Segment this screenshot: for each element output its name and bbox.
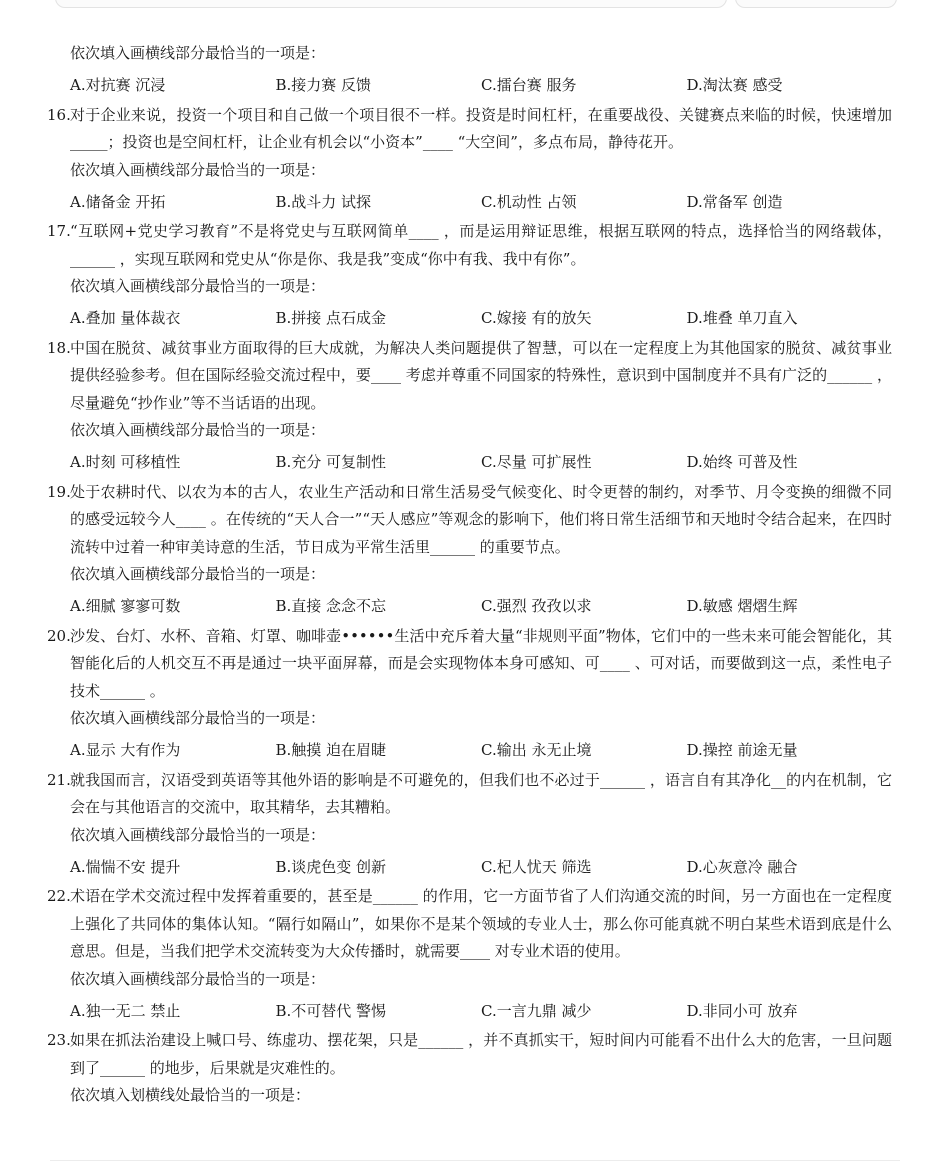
bottom-divider <box>50 1160 900 1161</box>
option-c[interactable]: C.机动性 占领 <box>481 192 577 211</box>
question-instruction: 依次填入画横线部分最恰当的一项是： <box>70 160 326 179</box>
option-d[interactable]: D.敏感 熠熠生辉 <box>686 597 798 615</box>
option-b[interactable]: B.直接 念念不忘 <box>275 597 387 615</box>
question-number: 20. <box>47 626 71 645</box>
question-number: 17. <box>47 222 71 240</box>
header-left-tab <box>55 0 727 8</box>
options-row <box>47 733 892 767</box>
options-row <box>47 589 892 623</box>
question-number: 21. <box>47 770 71 789</box>
option-c[interactable]: C.擂台赛 服务 <box>481 76 577 94</box>
question-21 <box>47 767 892 884</box>
question-stem: 处于农耕时代、以农为本的古人，农业生产活动和日常生活易受气候变化、时令更替的制约，对季节、月令变换的细微不同的感受远较今人____ 。在传统的“天人合一”“天人感应”等观念的影响下，他们将日常生活细节和天地时令结合起来，在四时流转中过着一种审美诗意的生活，节日成为平常生活里______ 的重要节点。 <box>70 482 892 556</box>
question-16 <box>47 102 892 219</box>
question-number: 16. <box>47 105 71 124</box>
option-c[interactable]: C.嫁接 有的放矢 <box>481 309 592 327</box>
question-number: 23. <box>47 1031 71 1049</box>
option-d[interactable]: D.堆叠 单刀直入 <box>686 309 798 327</box>
options-row <box>47 993 892 1027</box>
option-a[interactable]: A.独一无二 禁止 <box>70 1001 181 1020</box>
options-row <box>47 184 892 218</box>
option-a[interactable]: A.惴惴不安 提升 <box>70 857 181 876</box>
question-instruction: 依次填入画横线部分最恰当的一项是： <box>70 421 326 439</box>
option-a[interactable]: A.叠加 量体裁衣 <box>70 309 181 327</box>
options-row <box>47 301 892 335</box>
option-a[interactable]: A.储备金 开拓 <box>70 192 166 211</box>
option-b[interactable]: B.谈虎色变 创新 <box>275 857 387 876</box>
option-c[interactable]: C.尽量 可扩展性 <box>481 453 592 471</box>
option-b[interactable]: B.拼接 点石成金 <box>275 309 387 327</box>
option-b[interactable]: B.不可替代 警惕 <box>275 1001 387 1020</box>
question-stem: 中国在脱贫、减贫事业方面取得的巨大成就，为解决人类问题提供了智慧，可以在一定程度上为其他国家的脱贫、减贫事业提供经验参考。但在国际经验交流过程中，要____ 考虑并尊重不同国家的特殊性，意识到中国制度并不具有广泛的______ ，尽量避免“抄作业”等不当话语的出现。 <box>70 338 892 412</box>
option-c[interactable]: C.一言九鼎 减少 <box>481 1001 592 1020</box>
option-a[interactable]: A.时刻 可移植性 <box>70 453 181 471</box>
question-instruction: 依次填入画横线部分最恰当的一项是： <box>70 969 326 988</box>
question-15-tail <box>47 40 892 102</box>
question-instruction: 依次填入画横线部分最恰当的一项是： <box>70 709 326 727</box>
question-17 <box>47 218 892 335</box>
option-d[interactable]: D.淘汰赛 感受 <box>686 76 783 94</box>
option-a[interactable]: A.对抗赛 沉浸 <box>70 76 166 94</box>
options-row <box>47 445 892 479</box>
question-instruction: 依次填入画横线部分最恰当的一项是： <box>70 565 326 583</box>
option-c[interactable]: C.输出 永无止境 <box>481 741 592 759</box>
top-header-strip <box>0 0 950 10</box>
option-b[interactable]: B.接力赛 反馈 <box>275 76 372 94</box>
question-18 <box>47 335 892 479</box>
question-instruction: 依次填入画横线部分最恰当的一项是： <box>70 44 326 62</box>
question-stem: 沙发、台灯、水杯、音箱、灯罩、咖啡壶••••••生活中充斥着大量“非规则平面”物体，它们中的一些未来可能会智能化，其智能化后的人机交互不再是通过一块平面屏幕，而是会实现物体本身可感知、可____ 、可对话，而要做到这一点，柔性电子技术______ 。 <box>70 626 892 700</box>
question-stem: 如果在抓法治建设上喊口号、练虚功、摆花架，只是______ ，并不真抓实干，短时间内可能看不出什么大的危害，一旦问题到了______ 的地步，后果就是灾难性的。 <box>70 1031 892 1077</box>
header-right-tab <box>735 0 897 8</box>
option-b[interactable]: B.触摸 迫在眉睫 <box>275 741 387 759</box>
option-c[interactable]: C.强烈 孜孜以求 <box>481 597 592 615</box>
option-c[interactable]: C.杞人忧天 筛选 <box>481 857 592 876</box>
question-instruction: 依次填入划横线处最恰当的一项是： <box>70 1086 311 1104</box>
question-stem: 术语在学术交流过程中发挥着重要的，甚至是______ 的作用，它一方面节省了人们沟通交流的时间，另一方面也在一定程度上强化了共同体的集体认知。“隔行如隔山”，如果你不是某个领域的专业人士，那么你可能真就不明白某些术语到底是什么意思。但是，当我们把学术交流转变为大众传播时，就需要____ 对专业术语的使用。 <box>70 887 892 960</box>
question-19 <box>47 479 892 623</box>
option-a[interactable]: A.显示 大有作为 <box>70 741 181 759</box>
question-instruction: 依次填入画横线部分最恰当的一项是： <box>70 277 326 295</box>
question-number: 22. <box>47 887 71 905</box>
question-number: 18. <box>47 338 71 357</box>
question-stem: 就我国而言，汉语受到英语等其他外语的影响是不可避免的，但我们也不必过于______ ，语言自有其净化__的内在机制，它会在与其他语言的交流中，取其精华，去其糟粕。 <box>70 770 892 816</box>
option-a[interactable]: A.细腻 寥寥可数 <box>70 597 181 615</box>
option-b[interactable]: B.充分 可复制性 <box>275 453 387 471</box>
option-d[interactable]: D.非同小可 放弃 <box>686 1001 798 1020</box>
question-22 <box>47 883 892 1027</box>
question-23 <box>47 1027 892 1110</box>
question-number: 19. <box>47 482 71 501</box>
question-instruction: 依次填入画横线部分最恰当的一项是： <box>70 825 326 844</box>
option-d[interactable]: D.始终 可普及性 <box>686 453 798 471</box>
question-stem: 对于企业来说，投资一个项目和自己做一个项目很不一样。投资是时间杠杆，在重要战役、关键赛点来临的时候，快速增加_____；投资也是空间杠杆，让企业有机会以“小资本”____ “大空间”，多点布局，静待花开。 <box>70 105 892 151</box>
option-b[interactable]: B.战斗力 试探 <box>275 192 372 211</box>
option-d[interactable]: D.心灰意冷 融合 <box>686 857 798 876</box>
options-row <box>47 849 892 883</box>
exam-page <box>47 40 892 1110</box>
option-d[interactable]: D.操控 前途无量 <box>686 741 798 759</box>
question-stem: “互联网+党史学习教育”不是将党史与互联网简单____ ，而是运用辩证思维，根据互联网的特点，选择恰当的网络载体，______ ，实现互联网和党史从“你是你、我是我”变成“你中有我、我中有你”。 <box>70 222 892 268</box>
option-d[interactable]: D.常备军 创造 <box>686 192 783 211</box>
question-20 <box>47 623 892 767</box>
options-row <box>47 68 892 102</box>
